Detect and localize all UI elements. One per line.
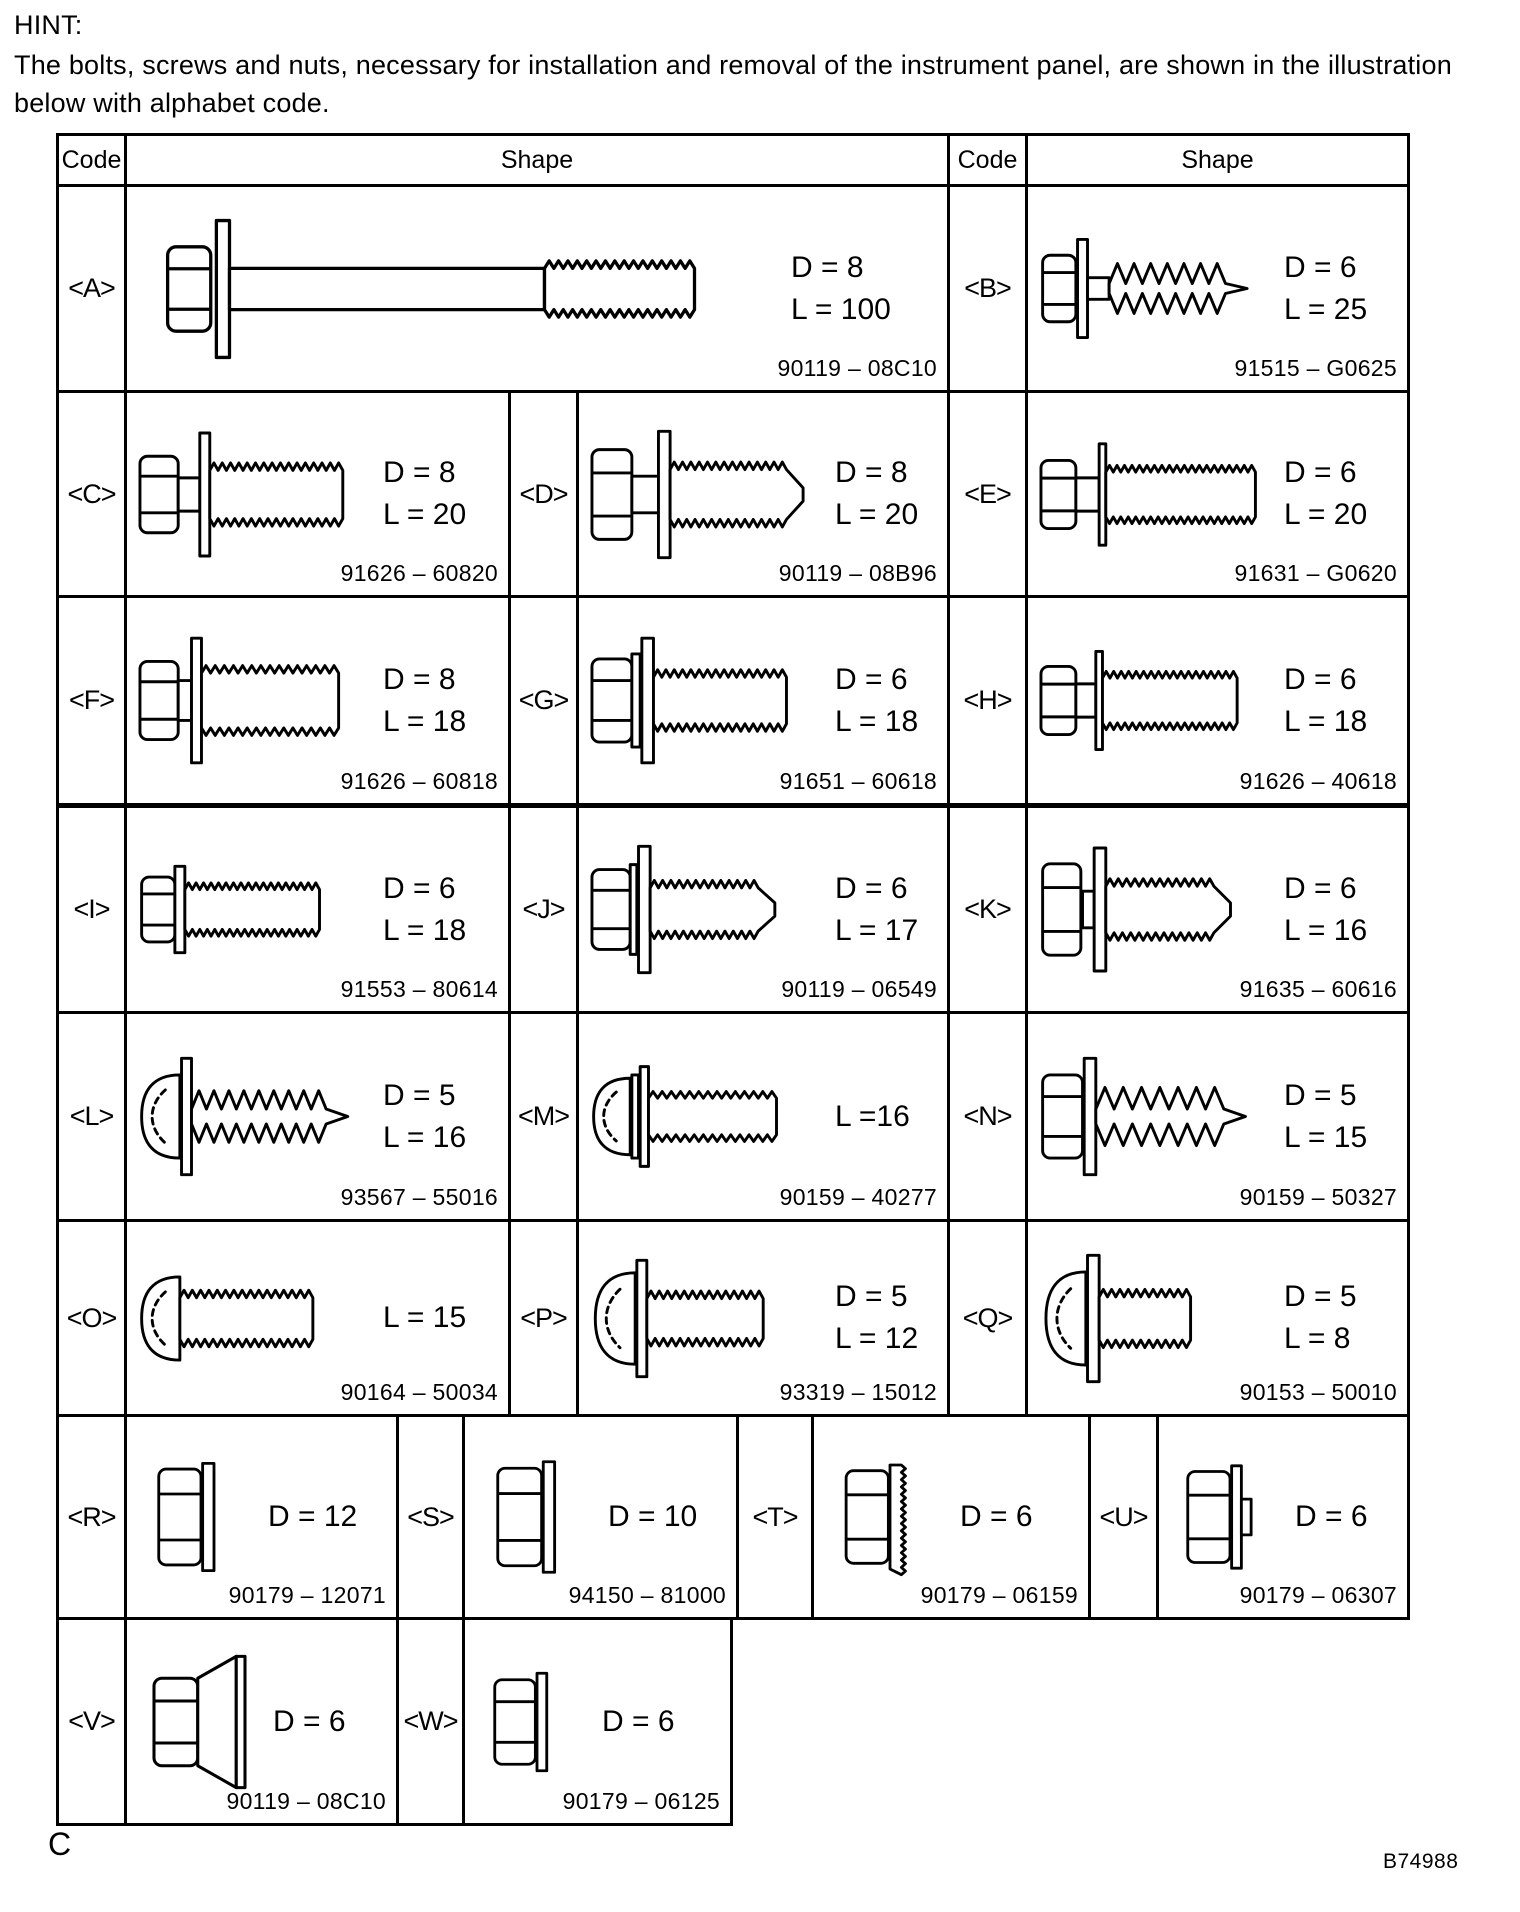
hint-block <box>14 6 1508 122</box>
part-number: 90179 – 06125 <box>562 1788 720 1814</box>
dimensions <box>608 1496 716 1538</box>
hint-text: The bolts, screws and nuts, necessary for installation and removal of the instrument panel, are shown in the illustration below with alphabet code. <box>14 50 1452 118</box>
dimension-d: D = 8 <box>835 456 908 489</box>
part-number: 90159 – 40277 <box>779 1184 937 1210</box>
shape-cell-u <box>1156 1417 1410 1620</box>
shape-cell-r <box>124 1417 396 1620</box>
header-code-1: Code <box>56 133 124 187</box>
dimensions <box>383 1075 491 1159</box>
dimension-d: D = 5 <box>383 1078 456 1112</box>
dimensions <box>273 1701 381 1743</box>
hex-bolt-washer-icon <box>579 843 835 976</box>
shape-cell-g <box>576 598 947 808</box>
dimensions <box>383 868 491 952</box>
table-row-c-d-e <box>56 393 1410 598</box>
code-cell-r: <R> <box>56 1417 124 1620</box>
dimension-d: D = 6 <box>383 871 456 905</box>
shape-cell-e <box>1025 393 1410 598</box>
code-cell-o: <O> <box>56 1222 124 1417</box>
shape-cell-m <box>576 1014 947 1222</box>
code-cell-n: <N> <box>947 1014 1025 1222</box>
part-number: 91626 – 60818 <box>340 768 498 794</box>
shape-cell-j <box>576 808 947 1014</box>
pan-head-tapping-screw-icon <box>127 1050 383 1183</box>
hex-flange-bolt-icon <box>127 843 383 976</box>
dimension-d: D = 8 <box>383 662 456 696</box>
figure-number: B74988 <box>1383 1850 1459 1873</box>
table-row-l-m-n <box>56 1014 1410 1222</box>
dimension-d: D = 6 <box>960 1500 1033 1533</box>
code-cell-c: <C> <box>56 393 124 598</box>
dimension-d: D = 8 <box>791 250 864 284</box>
code-cell-s: <S> <box>396 1417 462 1620</box>
part-number: 94150 – 81000 <box>568 1582 726 1608</box>
dimensions <box>1284 452 1392 536</box>
table-row-f-g-h <box>56 598 1410 808</box>
code-cell-f: <F> <box>56 598 124 808</box>
tapping-screw-icon <box>1028 222 1284 355</box>
hint-label: HINT: <box>14 10 83 40</box>
code-cell-e: <E> <box>947 393 1025 598</box>
part-number: 91651 – 60618 <box>779 768 937 794</box>
hex-flange-bolt-icon <box>127 214 791 364</box>
shape-cell-h <box>1025 598 1410 808</box>
dimensions <box>383 1297 491 1339</box>
dimension-l: L = 12 <box>835 1322 919 1355</box>
part-number: 90164 – 50034 <box>340 1379 498 1405</box>
table-row-v-w <box>56 1620 1410 1826</box>
dimension-l: L = 16 <box>1284 913 1368 947</box>
dimension-d: D = 6 <box>602 1704 675 1738</box>
part-number: 90119 – 08B96 <box>778 560 937 586</box>
header-shape-2: Shape <box>1025 133 1410 187</box>
code-cell-p: <P> <box>508 1222 576 1417</box>
code-cell-g: <G> <box>508 598 576 808</box>
header-shape-1: Shape <box>124 133 947 187</box>
shape-cell-p <box>576 1222 947 1417</box>
code-cell-w: <W> <box>396 1620 462 1826</box>
part-number: 93567 – 55016 <box>340 1184 498 1210</box>
code-cell-m: <M> <box>508 1014 576 1222</box>
shape-cell-l <box>124 1014 508 1222</box>
dimension-d: D = 6 <box>273 1704 346 1738</box>
dimensions <box>268 1496 376 1538</box>
shape-cell-n <box>1025 1014 1410 1222</box>
part-number: 91515 – G0625 <box>1234 355 1397 381</box>
dimension-l: L = 15 <box>1284 1120 1368 1154</box>
shape-cell-t <box>811 1417 1088 1620</box>
part-number: 90179 – 12071 <box>228 1582 386 1608</box>
dimension-l: L = 20 <box>383 498 467 531</box>
dimension-l: L = 18 <box>383 704 467 738</box>
dimension-d: D = 5 <box>1284 1280 1357 1313</box>
hex-bolt-washer-icon <box>1028 428 1284 561</box>
shape-cell-b <box>1025 187 1410 393</box>
dimension-d: D = 6 <box>1295 1500 1368 1533</box>
code-cell-t: <T> <box>736 1417 811 1620</box>
code-cell-v: <V> <box>56 1620 124 1826</box>
dimension-l: L = 18 <box>835 704 919 738</box>
dimension-l: L = 25 <box>1284 292 1368 326</box>
part-number: 91631 – G0620 <box>1234 560 1397 586</box>
shape-cell-v <box>124 1620 396 1826</box>
code-cell-j: <J> <box>508 808 576 1014</box>
dimension-d: D = 5 <box>835 1280 908 1313</box>
part-number: 90179 – 06307 <box>1239 1582 1397 1608</box>
dimension-d: D = 8 <box>383 456 456 489</box>
shape-cell-a <box>124 187 947 393</box>
code-cell-d: <D> <box>508 393 576 598</box>
pan-head-screw-icon <box>579 1050 835 1183</box>
hex-bolt-washer-icon <box>1028 634 1284 767</box>
dimension-d: D = 6 <box>835 871 908 905</box>
dimensions <box>1295 1496 1403 1538</box>
dimension-l: L = 8 <box>1284 1322 1351 1355</box>
table-row-o-p-q <box>56 1222 1410 1417</box>
dimensions <box>602 1701 710 1743</box>
dimensions <box>835 1276 943 1360</box>
part-number: 91626 – 60820 <box>340 560 498 586</box>
table-row-i-j-k <box>56 808 1410 1014</box>
hex-washer-tapping-screw-icon <box>1028 1050 1284 1183</box>
flange-nut-icon <box>127 1452 268 1582</box>
hex-bolt-washer-icon <box>127 428 383 561</box>
dimension-l: L = 20 <box>835 498 919 531</box>
hex-bolt-washer-icon <box>1028 843 1284 976</box>
hex-bolt-spring-washer-icon <box>579 634 835 767</box>
dimension-d: D = 6 <box>1284 662 1357 696</box>
shape-cell-w <box>462 1620 733 1826</box>
flange-nut-icon <box>465 1452 608 1582</box>
flange-nut-icon <box>465 1657 602 1787</box>
code-cell-l: <L> <box>56 1014 124 1222</box>
dimensions <box>835 1096 943 1138</box>
dimensions <box>791 247 899 331</box>
part-number: 93319 – 15012 <box>779 1379 937 1405</box>
dimension-d: D = 6 <box>1284 456 1357 489</box>
dimension-l: L =16 <box>835 1099 910 1133</box>
part-number: 91626 – 40618 <box>1239 768 1397 794</box>
shape-cell-d <box>576 393 947 598</box>
dimensions <box>960 1496 1068 1538</box>
dimensions <box>1284 1075 1392 1159</box>
dimension-l: L = 18 <box>1284 704 1368 738</box>
table-row-a-b <box>56 187 1410 393</box>
part-number: 90119 – 08C10 <box>226 1788 386 1814</box>
hex-bolt-washer-icon <box>127 634 383 767</box>
pan-head-screw-icon <box>127 1252 383 1385</box>
dimension-d: D = 5 <box>1284 1078 1357 1112</box>
part-number: 90153 – 50010 <box>1239 1379 1397 1405</box>
code-cell-i: <I> <box>56 808 124 1014</box>
dimensions <box>1284 247 1392 331</box>
code-cell-b: <B> <box>947 187 1025 393</box>
dimension-l: L = 20 <box>1284 498 1368 531</box>
shape-cell-i <box>124 808 508 1014</box>
serrated-flange-nut-icon <box>814 1452 960 1582</box>
dimension-d: D = 6 <box>1284 871 1357 905</box>
code-cell-a: <A> <box>56 187 124 393</box>
collared-flange-nut-icon <box>1159 1452 1295 1582</box>
dimensions <box>1284 868 1392 952</box>
page-marker: C <box>48 1826 72 1862</box>
table-header-row <box>56 133 1410 187</box>
shape-cell-c <box>124 393 508 598</box>
dimension-l: L = 16 <box>383 1120 467 1154</box>
dimension-d: D = 6 <box>835 662 908 696</box>
dimensions <box>383 452 491 536</box>
part-number: 91635 – 60616 <box>1239 976 1397 1002</box>
dimension-d: D = 10 <box>608 1500 698 1533</box>
part-number: 90159 – 50327 <box>1239 1184 1397 1210</box>
shape-cell-f <box>124 598 508 808</box>
code-cell-k: <K> <box>947 808 1025 1014</box>
fastener-code-table <box>56 133 1410 1826</box>
dimensions <box>1284 659 1392 743</box>
dimensions <box>835 868 943 952</box>
dimension-l: L = 100 <box>791 292 891 326</box>
hex-bolt-washer-icon <box>579 428 835 561</box>
code-cell-u: <U> <box>1088 1417 1156 1620</box>
table-row-r-s-t-u <box>56 1417 1410 1620</box>
dimension-l: L = 18 <box>383 913 467 947</box>
shape-cell-s <box>462 1417 736 1620</box>
pan-head-washer-screw-icon <box>1028 1252 1284 1385</box>
part-number: 90179 – 06159 <box>920 1582 1078 1608</box>
part-number: 91553 – 80614 <box>340 976 498 1002</box>
shape-cell-o <box>124 1222 508 1417</box>
shape-cell-k <box>1025 808 1410 1014</box>
header-code-2: Code <box>947 133 1025 187</box>
cone-nut-icon <box>127 1652 273 1792</box>
dimensions <box>835 659 943 743</box>
dimension-d: D = 12 <box>268 1500 358 1533</box>
part-number: 90119 – 06549 <box>781 976 937 1002</box>
dimension-d: D = 6 <box>1284 250 1357 284</box>
dimensions <box>383 659 491 743</box>
code-cell-q: <Q> <box>947 1222 1025 1417</box>
dimension-l: L = 15 <box>383 1301 467 1334</box>
shape-cell-q <box>1025 1222 1410 1417</box>
dimensions <box>835 452 943 536</box>
part-number: 90119 – 08C10 <box>777 355 937 381</box>
code-cell-h: <H> <box>947 598 1025 808</box>
dimensions <box>1284 1276 1392 1360</box>
pan-head-washer-screw-icon <box>579 1252 835 1385</box>
dimension-l: L = 17 <box>835 913 919 947</box>
